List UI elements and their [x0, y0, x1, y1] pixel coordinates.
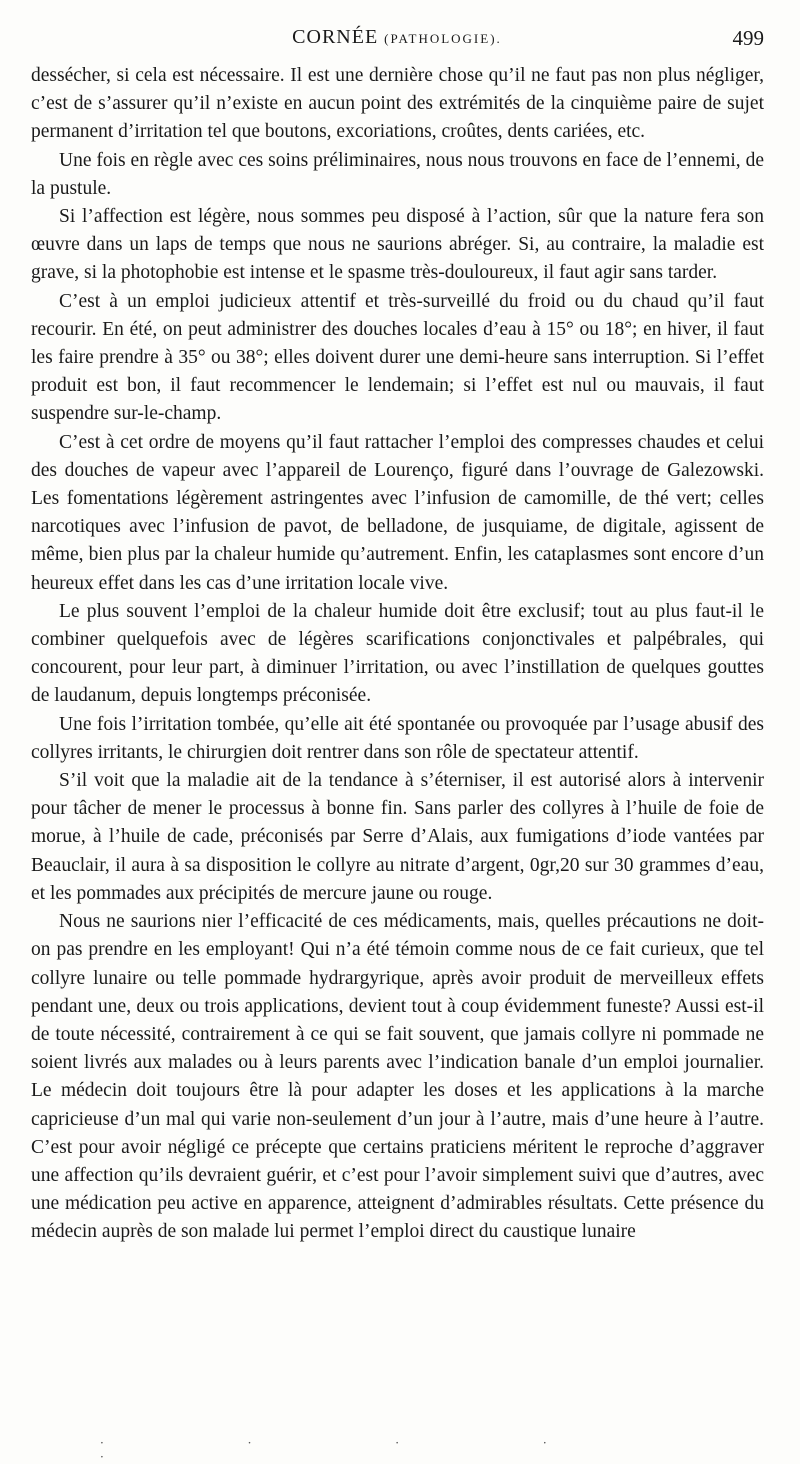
running-header — [30, 26, 764, 60]
paragraph: C’est à cet ordre de moyens qu’il faut rattacher l’emploi des compresses chaudes et celui des douches de vapeur avec l’appareil de Lourenço, figuré dans l’ouvrage de Galezowski. Les fomentations légèrement astringentes avec l’infusion de camomille, de thé vert; celles narcotiques avec l’infusion de pavot, de belladone, de jusquiame, de digitale, agissent de même, bien plus par la chaleur humide qu’autrement. Enfin, les cataplasmes sont encore d’un heureux effet dans les cas d’une irritation locale vive. — [31, 431, 764, 594]
print-marks: · · · · · — [100, 1436, 617, 1464]
paragraph: C’est à un emploi judicieux attentif et très-surveillé du froid ou du chaud qu’il faut recourir. En été, on peut administrer des douches locales d’eau à 15° ou 18°; en hiver, il faut les faire prendre à 35° ou 38°; elles doivent durer une demi-heure sans interruption. Si l’effet produit est bon, il faut recommencer le lendemain; si l’effet est nul ou mauvais, il faut suspendre sur-le-champ. — [31, 290, 764, 425]
body-text — [31, 62, 764, 1247]
paragraph: Une fois en règle avec ces soins préliminaires, nous nous trouvons en face de l’ennemi, de la pustule. — [31, 149, 764, 199]
paragraph: Une fois l’irritation tombée, qu’elle ait été spontanée ou provoquée par l’usage abusif des collyres irritants, le chirurgien doit rentrer dans son rôle de spectateur attentif. — [31, 713, 764, 763]
page-number: 499 — [732, 26, 764, 50]
paragraph: Nous ne saurions nier l’efficacité de ces médicaments, mais, quelles précautions ne doit-on pas prendre en les employant! Qui n’a été témoin comme nous de ce fait curieux, que tel collyre lunaire ou telle pommade hydrargyrique, après avoir produit de merveilleux effets pendant une, deux ou trois applications, devient tout à coup évidemment funeste? Aussi est-il de toute nécessité, contrairement à ce qui se fait souvent, que jamais collyre ni pommade ne soient livrés aux malades ou à leurs parents avec l’indication banale d’un emploi journalier. Le médecin doit toujours être là pour adapter les doses et les applications à la marche capricieuse d’un mal qui varie non-seulement d’un jour à l’autre, mais d’une heure à l’autre. C’est pour avoir négligé ce précepte que certains praticiens méritent le reproche d’aggraver une affection qu’ils devraient guérir, et c’est pour l’avoir simplement suivi que d’autres, avec une médication peu active en apparence, atteignent d’admirables résultats. Cette présence du médecin auprès de son malade lui permet l’emploi direct du caustique lunaire — [31, 911, 764, 1243]
paragraph: S’il voit que la maladie ait de la tendance à s’éterniser, il est autorisé alors à intervenir pour tâcher de mener le processus à bonne fin. Sans parler des collyres à l’huile de foie de morue, à l’huile de cade, préconisés par Serre d’Alais, aux fumigations d’iode vantées par Beauclair, il aura à sa disposition le collyre au nitrate d’argent, 0gr,20 sur 30 grammes d’eau, et les pommades aux précipités de mercure jaune ou rouge. — [31, 770, 764, 904]
header-section: (PATHOLOGIE). — [384, 31, 502, 46]
running-title — [30, 26, 764, 49]
header-title: CORNÉE — [292, 26, 379, 48]
paragraph: Si l’affection est légère, nous sommes peu disposé à l’action, sûr que la nature fera son œuvre dans un laps de temps que nous ne saurions abréger. Si, au contraire, la maladie est grave, si la photophobie est intense et le spasme très-douloureux, il faut agir sans tarder. — [31, 206, 764, 284]
paragraph: Le plus souvent l’emploi de la chaleur humide doit être exclusif; tout au plus faut-il le combiner quelquefois avec de légères scarifications conjonctivales et palpébrales, qui concourent, pour leur part, à diminuer l’irritation, ou avec l’instillation de quelques gouttes de laudanum, depuis longtemps préconisée. — [31, 600, 764, 707]
paragraph: dessécher, si cela est nécessaire. Il est une dernière chose qu’il ne faut pas non plus négliger, c’est de s’assurer qu’il n’existe en aucun point des extrémités de la cinquième paire de sujet permanent d’irritation tel que boutons, excoriations, croûtes, dents cariées, etc. — [31, 65, 764, 143]
